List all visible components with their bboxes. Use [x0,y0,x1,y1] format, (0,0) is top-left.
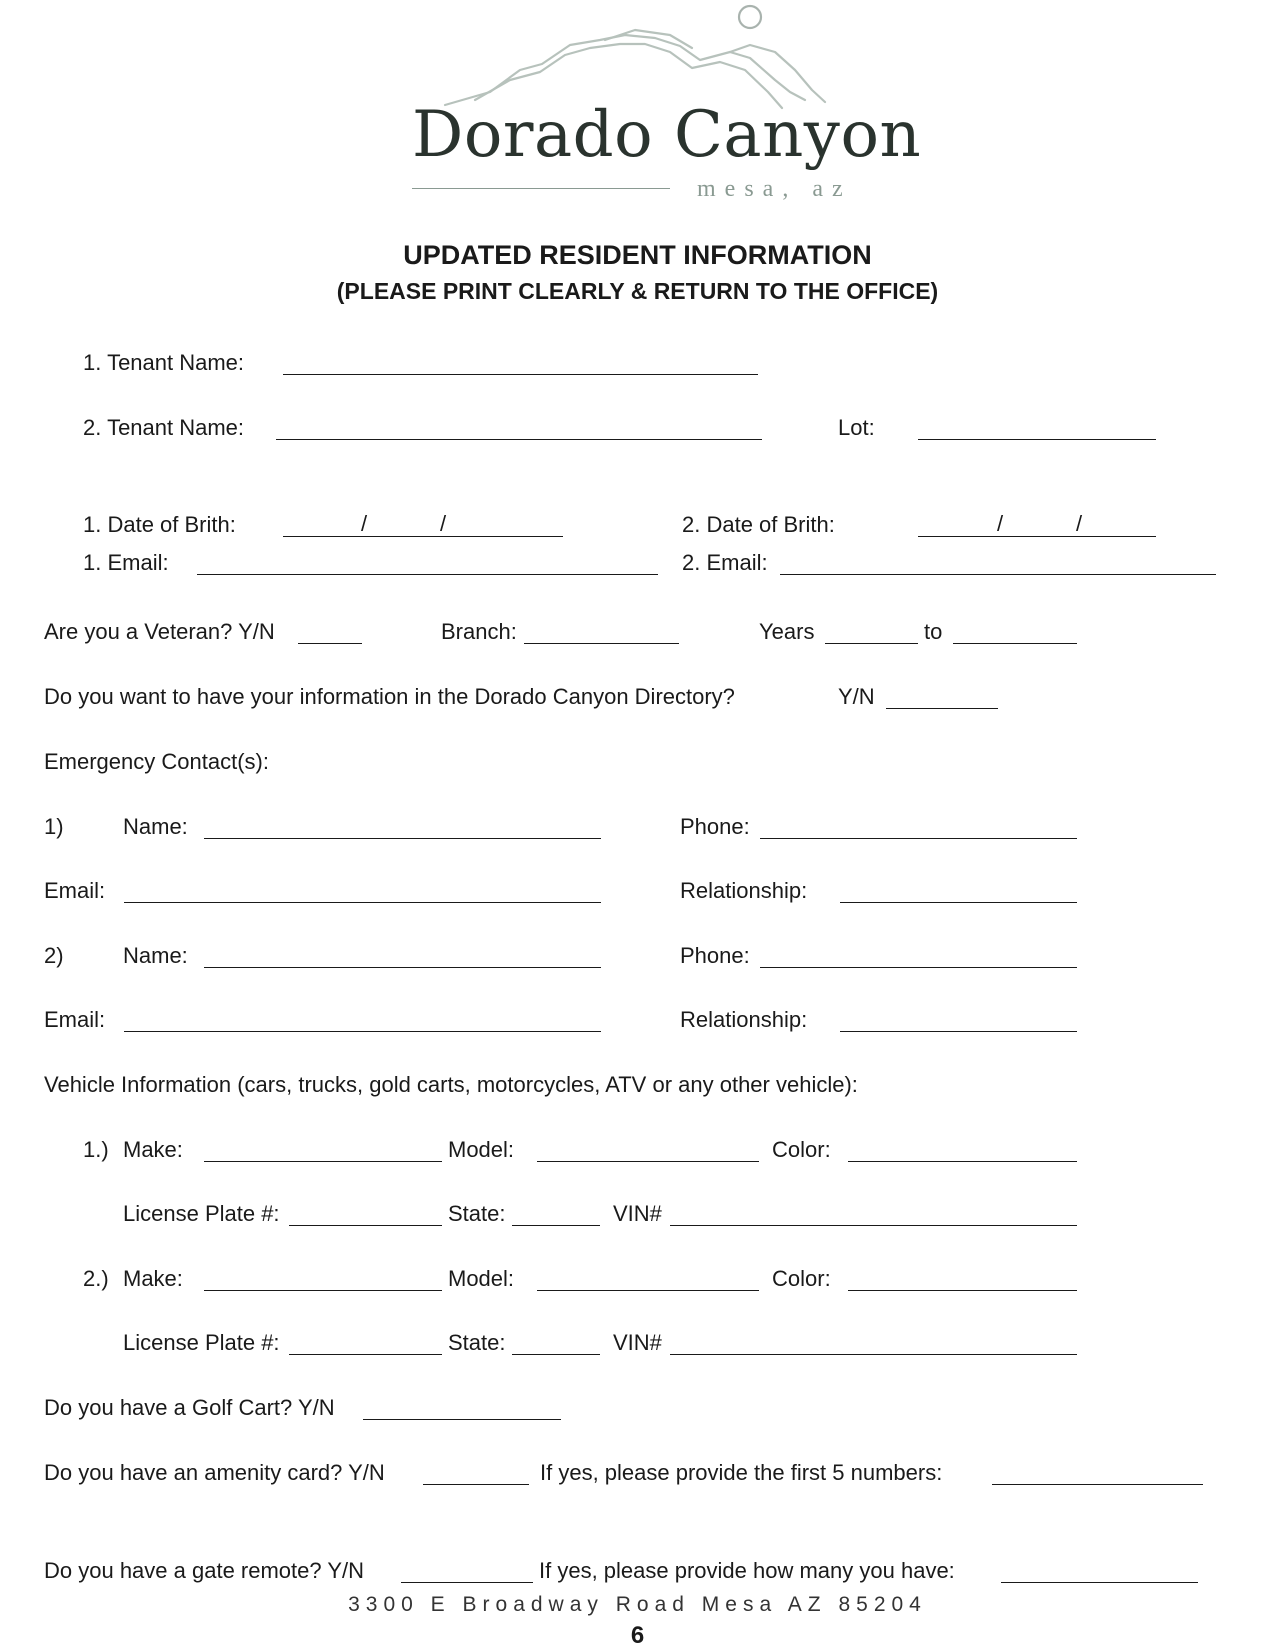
vehicle1-vin-field[interactable] [670,1225,1077,1226]
vehicle-state-label: State: [448,1201,506,1226]
gate-count-field[interactable] [1001,1582,1198,1583]
contact-email-label: Email: [44,878,106,903]
years-to-label: to [924,619,943,644]
contact2-phone-field[interactable] [760,967,1077,968]
lot-label: Lot: [838,415,875,440]
vehicle1-color-field[interactable] [848,1161,1077,1162]
vehicle-plate-label: License Plate #: [123,1330,280,1355]
vehicle-make-label: Make: [123,1137,183,1162]
vehicle2-state-field[interactable] [512,1354,600,1355]
vehicle-color-label: Color: [772,1137,831,1162]
logo-rule [412,188,670,189]
contact-email-label: Email: [44,1007,106,1032]
vehicle-model-label: Model: [448,1137,515,1162]
vehicle-vin-label: VIN# [613,1201,662,1226]
veteran-field[interactable] [298,643,362,644]
vehicle2-plate-field[interactable] [289,1354,442,1355]
gate-field[interactable] [401,1582,533,1583]
contact1-phone-field[interactable] [760,838,1077,839]
years-label: Years [759,619,815,644]
amenity-numbers-field[interactable] [992,1484,1203,1485]
dob2-separator: / [997,511,1004,536]
emergency-heading: Emergency Contact(s): [44,749,269,774]
vehicle-number: 2.) [83,1266,109,1291]
contact2-email-field[interactable] [124,1031,601,1032]
contact2-relationship-field[interactable] [840,1031,1077,1032]
dob1-separator: / [440,511,447,536]
contact-phone-label: Phone: [680,943,750,968]
vehicle-number: 1.) [83,1137,109,1162]
amenity-followup: If yes, please provide the first 5 numbers: [540,1460,943,1485]
contact1-name-field[interactable] [204,838,601,839]
tenant1-name-label: 1. Tenant Name: [83,350,245,375]
gate-followup: If yes, please provide how many you have: [539,1558,955,1583]
logo-wordmark: Dorado Canyon [412,98,922,172]
contact-phone-label: Phone: [680,814,750,839]
contact-relationship-label: Relationship: [680,1007,808,1032]
dob2-label: 2. Date of Brith: [682,512,835,537]
vehicle-vin-label: VIN# [613,1330,662,1355]
tenant2-name-field[interactable] [276,439,762,440]
vehicle1-plate-field[interactable] [289,1225,442,1226]
gate-question: Do you have a gate remote? Y/N [44,1558,365,1583]
vehicle2-make-field[interactable] [204,1290,442,1291]
dob1-separator: / [361,511,368,536]
golf-cart-question: Do you have a Golf Cart? Y/N [44,1395,335,1420]
contact-name-label: Name: [123,943,188,968]
footer-address: 3300 E Broadway Road Mesa AZ 85204 [348,1593,927,1616]
logo-location: mesa, az [697,176,852,202]
years-to-field[interactable] [953,643,1077,644]
vehicle-color-label: Color: [772,1266,831,1291]
directory-field[interactable] [886,708,998,709]
vehicle-state-label: State: [448,1330,506,1355]
contact1-relationship-field[interactable] [840,902,1077,903]
contact-number: 1) [44,814,64,839]
form-title: UPDATED RESIDENT INFORMATION [403,240,872,270]
vehicle-make-label: Make: [123,1266,183,1291]
golf-cart-field[interactable] [363,1419,561,1420]
contact-relationship-label: Relationship: [680,878,808,903]
vehicle2-color-field[interactable] [848,1290,1077,1291]
email2-field[interactable] [780,574,1216,575]
contact-name-label: Name: [123,814,188,839]
email2-label: 2. Email: [682,550,768,575]
contact-number: 2) [44,943,64,968]
directory-question: Do you want to have your information in the Dorado Canyon Directory? [44,684,735,709]
amenity-question: Do you have an amenity card? Y/N [44,1460,385,1485]
form-subtitle: (PLEASE PRINT CLEARLY & RETURN TO THE OFFICE) [336,278,939,304]
tenant2-name-label: 2. Tenant Name: [83,415,245,440]
amenity-field[interactable] [423,1484,529,1485]
lot-field[interactable] [918,439,1156,440]
dob1-field[interactable] [283,536,563,537]
vehicle-plate-label: License Plate #: [123,1201,280,1226]
contact1-email-field[interactable] [124,902,601,903]
vehicle1-model-field[interactable] [537,1161,759,1162]
tenant1-name-field[interactable] [283,374,758,375]
page-number: 6 [630,1622,645,1649]
veteran-question: Are you a Veteran? Y/N [44,619,275,644]
contact2-name-field[interactable] [204,967,601,968]
vehicle-heading: Vehicle Information (cars, trucks, gold carts, motorcycles, ATV or any other vehicle): [44,1072,858,1097]
vehicle-model-label: Model: [448,1266,515,1291]
vehicle2-vin-field[interactable] [670,1354,1077,1355]
dob2-field[interactable] [918,536,1156,537]
dob1-label: 1. Date of Brith: [83,512,236,537]
years-from-field[interactable] [825,643,918,644]
email1-field[interactable] [197,574,658,575]
dob2-separator: / [1076,511,1083,536]
email1-label: 1. Email: [83,550,169,575]
vehicle1-state-field[interactable] [512,1225,600,1226]
directory-yn-label: Y/N [838,684,875,709]
branch-field[interactable] [524,643,679,644]
vehicle1-make-field[interactable] [204,1161,442,1162]
branch-label: Branch: [441,619,517,644]
vehicle2-model-field[interactable] [537,1290,759,1291]
